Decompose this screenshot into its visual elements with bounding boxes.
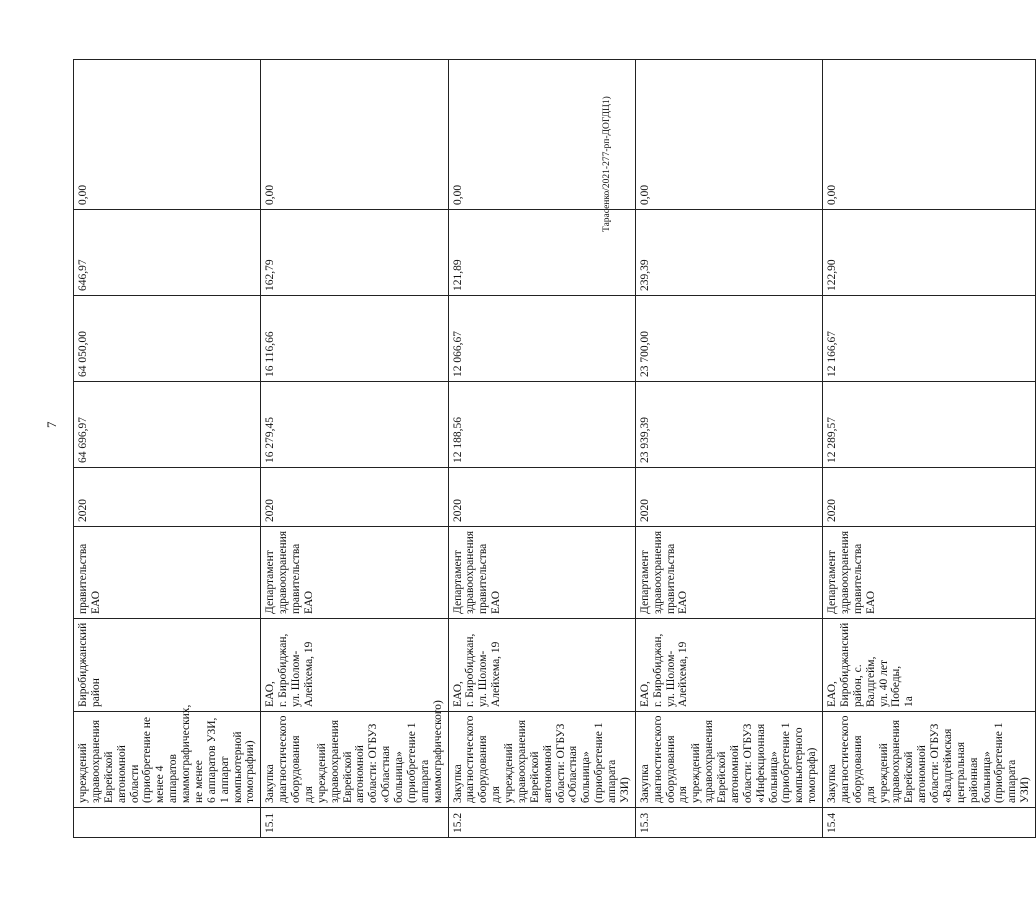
item-location: ЕАО, г. Биробиджан, ул. Шолом- Алейхема, 19	[638, 633, 690, 707]
amount-federal: 12 166,67	[826, 331, 838, 377]
item-year-cell	[74, 468, 261, 527]
amount-regional-cell	[74, 210, 261, 296]
row-number: 15.2	[451, 812, 464, 833]
item-location-cell	[635, 619, 822, 712]
amount-total-cell	[823, 382, 1036, 468]
item-name-cell	[74, 704, 261, 808]
amount-total: 12 188,56	[451, 417, 464, 463]
document-reference: Тарасенко/2021-277-рп-ДОГДЦ1)	[602, 96, 612, 232]
item-customer-cell	[823, 527, 1036, 619]
item-customer: Департамент здравоохранения правительства ЕАО	[826, 530, 877, 614]
amount-regional: 122,90	[826, 259, 838, 291]
amount-other-cell	[448, 60, 635, 210]
amount-total-cell	[635, 382, 822, 468]
amount-federal-cell	[261, 296, 448, 382]
amount-regional-cell	[823, 210, 1036, 296]
amount-total-cell	[261, 382, 448, 468]
item-name: Закупка диагностического оборудования для учреждений здравоохранения Еврейской автономной области: ОГБУЗ «Областная больница» (приобретение 1 аппарата УЗИ)	[451, 715, 631, 803]
amount-other-cell	[635, 60, 822, 210]
amount-federal-cell	[448, 296, 635, 382]
item-year-cell	[261, 468, 448, 527]
item-year: 2020	[451, 499, 464, 522]
table-row	[448, 60, 635, 838]
item-location: Биробиджанский район	[77, 622, 102, 707]
item-customer-cell	[74, 527, 261, 619]
item-year-cell	[635, 468, 822, 527]
item-customer-cell	[635, 527, 822, 619]
item-customer-cell	[448, 527, 635, 619]
amount-regional: 239,39	[638, 259, 651, 291]
amount-regional: 646,97	[77, 259, 89, 291]
item-location-cell	[261, 619, 448, 712]
amount-total: 23 939,39	[638, 417, 651, 463]
item-name-cell	[823, 712, 1036, 808]
amount-federal: 23 700,00	[638, 331, 651, 377]
row-number: 15.4	[826, 812, 838, 833]
item-customer-cell	[261, 527, 448, 619]
amount-other-cell	[74, 60, 261, 210]
item-customer: Департамент здравоохранения правительства ЕАО	[451, 530, 503, 614]
item-year-cell	[823, 468, 1036, 527]
amount-other: 0,00	[77, 184, 89, 205]
page-number: 7	[44, 421, 59, 428]
amount-total-cell	[74, 382, 261, 468]
row-number-cell	[635, 808, 822, 838]
item-year-cell	[448, 468, 635, 527]
item-year: 2020	[638, 499, 651, 522]
amount-other: 0,00	[826, 184, 838, 205]
item-customer: Департамент здравоохранения правительства ЕАО	[264, 530, 315, 614]
table-row	[261, 60, 448, 838]
item-location: ЕАО, г. Биробиджан, ул. Шолом- Алейхема, 19	[451, 633, 503, 707]
row-number-cell	[823, 808, 1036, 838]
amount-other-cell	[261, 60, 448, 210]
item-year: 2020	[264, 499, 277, 522]
amount-other-cell	[823, 60, 1036, 210]
row-number: 15.3	[638, 812, 651, 833]
amount-federal-cell	[823, 296, 1036, 382]
row-number-cell	[74, 808, 261, 838]
item-location-cell	[74, 619, 261, 712]
item-name: учреждений здравоохранения Еврейской автономной области (приобретение не менее 4 аппаратов маммографических, не менее 6 аппаратов УЗИ, 1 аппарат компьютерной томографии)	[77, 704, 257, 803]
amount-other: 0,00	[451, 184, 464, 205]
amount-federal: 64 050,00	[77, 331, 89, 377]
table-row	[823, 60, 1036, 838]
amount-regional-cell	[635, 210, 822, 296]
row-number-cell	[448, 808, 635, 838]
amount-total: 12 289,57	[826, 417, 838, 463]
amount-regional: 162,79	[264, 259, 277, 291]
item-customer: Департамент здравоохранения правительства ЕАО	[638, 530, 690, 614]
item-location: ЕАО, Биробиджанский район, с. Валдгейм, ул. 40 лет Победы, 1а	[826, 622, 916, 707]
item-location-cell	[448, 619, 635, 712]
amount-total-cell	[448, 382, 635, 468]
item-customer: правительства ЕАО	[77, 543, 102, 614]
amount-total: 64 696,97	[77, 417, 89, 463]
amount-federal-cell	[635, 296, 822, 382]
item-year: 2020	[826, 499, 838, 522]
amount-other: 0,00	[638, 184, 651, 205]
amount-federal: 12 066,67	[451, 331, 464, 377]
amount-federal: 16 116,66	[264, 331, 277, 377]
row-number-cell	[261, 808, 448, 838]
amount-total: 16 279,45	[264, 417, 277, 463]
amount-regional-cell	[448, 210, 635, 296]
amount-federal-cell	[74, 296, 261, 382]
amount-regional: 121,89	[451, 259, 464, 291]
amount-other: 0,00	[264, 184, 277, 205]
item-name: Закупка диагностического оборудования для учреждений здравоохранения Еврейской автономной области: ОГБУЗ «Инфекционная больница» (приобретение 1 компьютерного томографа)	[638, 715, 819, 803]
item-name-cell	[448, 712, 635, 808]
item-name-cell	[635, 712, 822, 808]
table-row	[74, 60, 261, 838]
item-location-cell	[823, 619, 1036, 712]
row-number: 15.1	[264, 812, 277, 833]
item-name: Закупка диагностического оборудования для учреждений здравоохранения Еврейской автономной области: ОГБУЗ «Валдгеймская центральная районная больница» (приобретение 1 аппарата УЗИ)	[826, 715, 1032, 803]
amount-regional-cell	[261, 210, 448, 296]
program-table	[73, 59, 1036, 838]
table-row	[635, 60, 822, 838]
item-name: Закупка диагностического оборудования для учреждений здравоохранения Еврейской автономной области: ОГБУЗ «Областная больница» (приобретение 1 аппарата маммографического)	[264, 700, 444, 803]
item-location: ЕАО, г. Биробиджан, ул. Шолом- Алейхема, 19	[264, 633, 315, 707]
item-name-cell	[261, 700, 448, 808]
item-year: 2020	[77, 499, 89, 522]
